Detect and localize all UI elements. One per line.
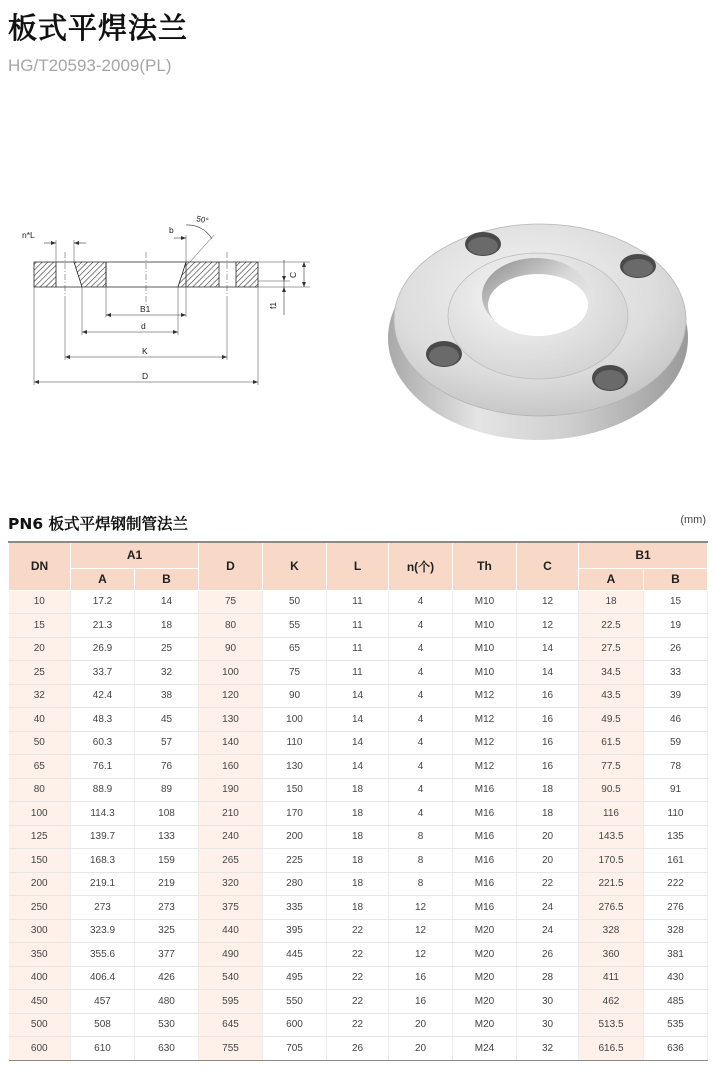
table-cell: 16 <box>517 708 579 732</box>
table-cell: 14 <box>327 684 389 708</box>
header-c: C <box>517 542 579 590</box>
table-cell: 76 <box>135 755 199 779</box>
table-cell: 26 <box>517 943 579 967</box>
table-row <box>9 896 708 920</box>
table-cell: 200 <box>263 825 327 849</box>
table-cell: 395 <box>263 919 327 943</box>
table-cell: 225 <box>263 849 327 873</box>
table-cell: 18 <box>327 849 389 873</box>
table-cell: 360 <box>579 943 644 967</box>
table-cell: 20 <box>517 825 579 849</box>
table-cell: 12 <box>517 590 579 614</box>
table-cell: 18 <box>327 802 389 826</box>
table-cell: 135 <box>644 825 708 849</box>
flange-cross-section-drawing <box>14 205 314 400</box>
table-cell: 440 <box>199 919 263 943</box>
table-row <box>9 1013 708 1037</box>
table-cell: 462 <box>579 990 644 1014</box>
table-cell: 426 <box>135 966 199 990</box>
table-cell: 20 <box>517 849 579 873</box>
table-cell: 20 <box>389 1037 453 1061</box>
table-cell: 45 <box>135 708 199 732</box>
table-cell: 139.7 <box>71 825 135 849</box>
table-cell: 14 <box>327 755 389 779</box>
table-cell: M20 <box>453 966 517 990</box>
table-cell: 4 <box>389 708 453 732</box>
table-cell: 4 <box>389 637 453 661</box>
table-cell: 25 <box>135 637 199 661</box>
dim-f1-label: f1 <box>268 301 278 309</box>
table-cell: 12 <box>389 896 453 920</box>
table-cell: 18 <box>327 778 389 802</box>
table-cell: 21.3 <box>71 614 135 638</box>
standard-code: HG/T20593-2009(PL) <box>8 56 172 75</box>
table-cell: M24 <box>453 1037 517 1061</box>
table-cell: 16 <box>389 966 453 990</box>
table-cell: 273 <box>71 896 135 920</box>
table-cell: 508 <box>71 1013 135 1037</box>
table-cell: 222 <box>644 872 708 896</box>
table-cell: 20 <box>389 1013 453 1037</box>
header-th: Th <box>453 542 517 590</box>
table-cell: M16 <box>453 896 517 920</box>
table-cell: 80 <box>9 778 71 802</box>
table-cell: 18 <box>327 896 389 920</box>
flange-product-image <box>388 208 694 448</box>
table-cell: 221.5 <box>579 872 644 896</box>
table-cell: 33 <box>644 661 708 685</box>
header-a1-b: B <box>135 568 199 590</box>
table-body <box>9 590 708 1060</box>
table-cell: 12 <box>389 919 453 943</box>
header-l: L <box>327 542 389 590</box>
table-cell: 22.5 <box>579 614 644 638</box>
table-cell: 18 <box>517 802 579 826</box>
table-cell: 50 <box>263 590 327 614</box>
table-cell: 300 <box>9 919 71 943</box>
table-cell: 170.5 <box>579 849 644 873</box>
table-cell: 59 <box>644 731 708 755</box>
table-cell: 22 <box>327 1013 389 1037</box>
table-cell: 88.9 <box>71 778 135 802</box>
dim-angle-label: 50° <box>195 214 210 226</box>
table-cell: 550 <box>263 990 327 1014</box>
table-cell: 18 <box>135 614 199 638</box>
table-cell: 11 <box>327 590 389 614</box>
table-cell: 75 <box>199 590 263 614</box>
table-cell: 130 <box>199 708 263 732</box>
header-b1-b: B <box>644 568 708 590</box>
table-cell: 161 <box>644 849 708 873</box>
table-cell: 280 <box>263 872 327 896</box>
table-cell: 38 <box>135 684 199 708</box>
table-cell: 133 <box>135 825 199 849</box>
table-cell: 705 <box>263 1037 327 1061</box>
table-cell: 140 <box>199 731 263 755</box>
unit-label: (mm) <box>680 514 706 526</box>
dim-k-label: K <box>142 346 148 356</box>
table-cell: 595 <box>199 990 263 1014</box>
table-cell: 110 <box>644 802 708 826</box>
table-cell: 90 <box>263 684 327 708</box>
table-cell: 170 <box>263 802 327 826</box>
table-cell: 14 <box>517 661 579 685</box>
table-row <box>9 778 708 802</box>
table-cell: 535 <box>644 1013 708 1037</box>
table-cell: 50 <box>9 731 71 755</box>
table-cell: M12 <box>453 708 517 732</box>
table-cell: 400 <box>9 966 71 990</box>
table-cell: 100 <box>263 708 327 732</box>
table-cell: 14 <box>135 590 199 614</box>
table-cell: 375 <box>199 896 263 920</box>
table-cell: 265 <box>199 849 263 873</box>
table-row <box>9 590 708 614</box>
table-cell: 616.5 <box>579 1037 644 1061</box>
header-b1: B1 <box>579 542 708 568</box>
table-cell: 10 <box>9 590 71 614</box>
table-cell: 377 <box>135 943 199 967</box>
table-cell: M16 <box>453 778 517 802</box>
table-cell: 18 <box>579 590 644 614</box>
table-cell: 60.3 <box>71 731 135 755</box>
header-b1-a: A <box>579 568 644 590</box>
table-cell: 14 <box>327 708 389 732</box>
table-cell: 8 <box>389 872 453 896</box>
table-cell: 25 <box>9 661 71 685</box>
table-cell: 90.5 <box>579 778 644 802</box>
table-cell: 8 <box>389 849 453 873</box>
table-cell: 4 <box>389 614 453 638</box>
table-cell: 4 <box>389 684 453 708</box>
table-cell: 34.5 <box>579 661 644 685</box>
table-row <box>9 684 708 708</box>
table-cell: M20 <box>453 990 517 1014</box>
table-cell: 78 <box>644 755 708 779</box>
table-cell: 323.9 <box>71 919 135 943</box>
table-cell: 160 <box>199 755 263 779</box>
table-cell: 12 <box>517 614 579 638</box>
table-cell: 116 <box>579 802 644 826</box>
table-cell: 14 <box>517 637 579 661</box>
table-cell: 100 <box>199 661 263 685</box>
table-cell: M12 <box>453 755 517 779</box>
table-cell: M16 <box>453 872 517 896</box>
table-cell: 240 <box>199 825 263 849</box>
table-cell: 159 <box>135 849 199 873</box>
table-cell: 16 <box>517 755 579 779</box>
table-cell: 26.9 <box>71 637 135 661</box>
table-cell: 130 <box>263 755 327 779</box>
table-cell: 457 <box>71 990 135 1014</box>
table-cell: 190 <box>199 778 263 802</box>
table-cell: 32 <box>517 1037 579 1061</box>
table-cell: 42.4 <box>71 684 135 708</box>
table-cell: 40 <box>9 708 71 732</box>
table-cell: 4 <box>389 661 453 685</box>
dim-b-label: b <box>169 225 174 235</box>
table-cell: 445 <box>263 943 327 967</box>
table-cell: 32 <box>9 684 71 708</box>
table-cell: 325 <box>135 919 199 943</box>
spec-table <box>8 541 708 1061</box>
table-row <box>9 966 708 990</box>
table-cell: 125 <box>9 825 71 849</box>
table-cell: 500 <box>9 1013 71 1037</box>
header-a1: A1 <box>71 542 199 568</box>
table-row <box>9 731 708 755</box>
table-row <box>9 849 708 873</box>
table-cell: 450 <box>9 990 71 1014</box>
table-cell: 600 <box>9 1037 71 1061</box>
table-cell: 22 <box>327 990 389 1014</box>
table-cell: M10 <box>453 614 517 638</box>
table-cell: M20 <box>453 943 517 967</box>
table-cell: 4 <box>389 802 453 826</box>
table-row <box>9 872 708 896</box>
table-cell: 65 <box>263 637 327 661</box>
header-k: K <box>263 542 327 590</box>
table-row <box>9 943 708 967</box>
table-cell: 100 <box>9 802 71 826</box>
table-cell: 76.1 <box>71 755 135 779</box>
dim-nl-label: n*L <box>22 230 35 240</box>
dim-D-label: D <box>142 371 149 381</box>
table-cell: 22 <box>517 872 579 896</box>
table-cell: 32 <box>135 661 199 685</box>
table-cell: 406.4 <box>71 966 135 990</box>
table-cell: M16 <box>453 802 517 826</box>
table-cell: 210 <box>199 802 263 826</box>
table-cell: 46 <box>644 708 708 732</box>
table-cell: 490 <box>199 943 263 967</box>
table-cell: 12 <box>389 943 453 967</box>
table-cell: 39 <box>644 684 708 708</box>
table-cell: 61.5 <box>579 731 644 755</box>
table-cell: 4 <box>389 755 453 779</box>
table-cell: 11 <box>327 614 389 638</box>
table-cell: 168.3 <box>71 849 135 873</box>
table-cell: 114.3 <box>71 802 135 826</box>
table-cell: 11 <box>327 661 389 685</box>
table-cell: 28 <box>517 966 579 990</box>
table-cell: 4 <box>389 731 453 755</box>
table-cell: 89 <box>135 778 199 802</box>
table-cell: 57 <box>135 731 199 755</box>
table-cell: 355.6 <box>71 943 135 967</box>
table-cell: 14 <box>327 731 389 755</box>
table-cell: 26 <box>644 637 708 661</box>
table-cell: M10 <box>453 637 517 661</box>
table-cell: 43.5 <box>579 684 644 708</box>
table-cell: 22 <box>327 943 389 967</box>
table-cell: 4 <box>389 590 453 614</box>
table-row <box>9 614 708 638</box>
dim-c-label: C <box>288 271 298 278</box>
table-row <box>9 919 708 943</box>
table-cell: 610 <box>71 1037 135 1061</box>
table-cell: 636 <box>644 1037 708 1061</box>
table-cell: 276 <box>644 896 708 920</box>
table-cell: 143.5 <box>579 825 644 849</box>
table-cell: M10 <box>453 661 517 685</box>
table-cell: 26 <box>327 1037 389 1061</box>
table-cell: 27.5 <box>579 637 644 661</box>
table-cell: 381 <box>644 943 708 967</box>
table-cell: 91 <box>644 778 708 802</box>
header-n: n(个) <box>389 542 453 590</box>
table-cell: 80 <box>199 614 263 638</box>
dim-b1-label: B1 <box>140 304 151 314</box>
table-cell: 15 <box>9 614 71 638</box>
table-cell: M20 <box>453 919 517 943</box>
table-cell: 430 <box>644 966 708 990</box>
table-cell: 16 <box>389 990 453 1014</box>
table-cell: 15 <box>644 590 708 614</box>
page-title: 板式平焊法兰 <box>8 11 189 45</box>
table-title: PN6 板式平焊钢制管法兰 <box>8 515 189 533</box>
table-cell: 22 <box>327 966 389 990</box>
table-cell: M12 <box>453 684 517 708</box>
table-cell: M20 <box>453 1013 517 1037</box>
dim-d-label: d <box>141 321 146 331</box>
table-cell: 22 <box>327 919 389 943</box>
table-cell: 480 <box>135 990 199 1014</box>
table-cell: 16 <box>517 684 579 708</box>
table-cell: 4 <box>389 778 453 802</box>
table-cell: 530 <box>135 1013 199 1037</box>
table-cell: 30 <box>517 990 579 1014</box>
table-cell: M10 <box>453 590 517 614</box>
table-cell: 20 <box>9 637 71 661</box>
table-cell: 150 <box>263 778 327 802</box>
table-cell: 108 <box>135 802 199 826</box>
table-cell: 600 <box>263 1013 327 1037</box>
table-cell: 485 <box>644 990 708 1014</box>
table-cell: 630 <box>135 1037 199 1061</box>
table-cell: 350 <box>9 943 71 967</box>
table-cell: 110 <box>263 731 327 755</box>
table-cell: 120 <box>199 684 263 708</box>
table-cell: 273 <box>135 896 199 920</box>
table-cell: 320 <box>199 872 263 896</box>
table-cell: 49.5 <box>579 708 644 732</box>
table-cell: 755 <box>199 1037 263 1061</box>
table-cell: 645 <box>199 1013 263 1037</box>
table-cell: 200 <box>9 872 71 896</box>
table-cell: 75 <box>263 661 327 685</box>
table-cell: 328 <box>579 919 644 943</box>
table-row <box>9 708 708 732</box>
table-cell: M12 <box>453 731 517 755</box>
table-cell: 48.3 <box>71 708 135 732</box>
table-row <box>9 755 708 779</box>
table-cell: M16 <box>453 825 517 849</box>
header-d: D <box>199 542 263 590</box>
table-cell: 335 <box>263 896 327 920</box>
table-cell: 219.1 <box>71 872 135 896</box>
table-cell: 65 <box>9 755 71 779</box>
table-cell: 33.7 <box>71 661 135 685</box>
table-row <box>9 802 708 826</box>
table-cell: 18 <box>517 778 579 802</box>
table-cell: 77.5 <box>579 755 644 779</box>
table-cell: 8 <box>389 825 453 849</box>
table-cell: 16 <box>517 731 579 755</box>
table-cell: 18 <box>327 872 389 896</box>
table-cell: 150 <box>9 849 71 873</box>
table-row <box>9 990 708 1014</box>
table-cell: 19 <box>644 614 708 638</box>
table-row <box>9 825 708 849</box>
header-dn: DN <box>9 542 71 590</box>
table-cell: 18 <box>327 825 389 849</box>
table-cell: 540 <box>199 966 263 990</box>
table-cell: 55 <box>263 614 327 638</box>
table-cell: 17.2 <box>71 590 135 614</box>
table-cell: 219 <box>135 872 199 896</box>
header-a1-a: A <box>71 568 135 590</box>
table-cell: 328 <box>644 919 708 943</box>
table-cell: 276.5 <box>579 896 644 920</box>
table-cell: 11 <box>327 637 389 661</box>
table-cell: 411 <box>579 966 644 990</box>
table-row <box>9 1037 708 1061</box>
table-cell: 495 <box>263 966 327 990</box>
table-row <box>9 637 708 661</box>
table-cell: M16 <box>453 849 517 873</box>
table-cell: 24 <box>517 896 579 920</box>
table-cell: 90 <box>199 637 263 661</box>
table-cell: 250 <box>9 896 71 920</box>
table-cell: 513.5 <box>579 1013 644 1037</box>
table-row <box>9 661 708 685</box>
table-cell: 30 <box>517 1013 579 1037</box>
table-cell: 24 <box>517 919 579 943</box>
